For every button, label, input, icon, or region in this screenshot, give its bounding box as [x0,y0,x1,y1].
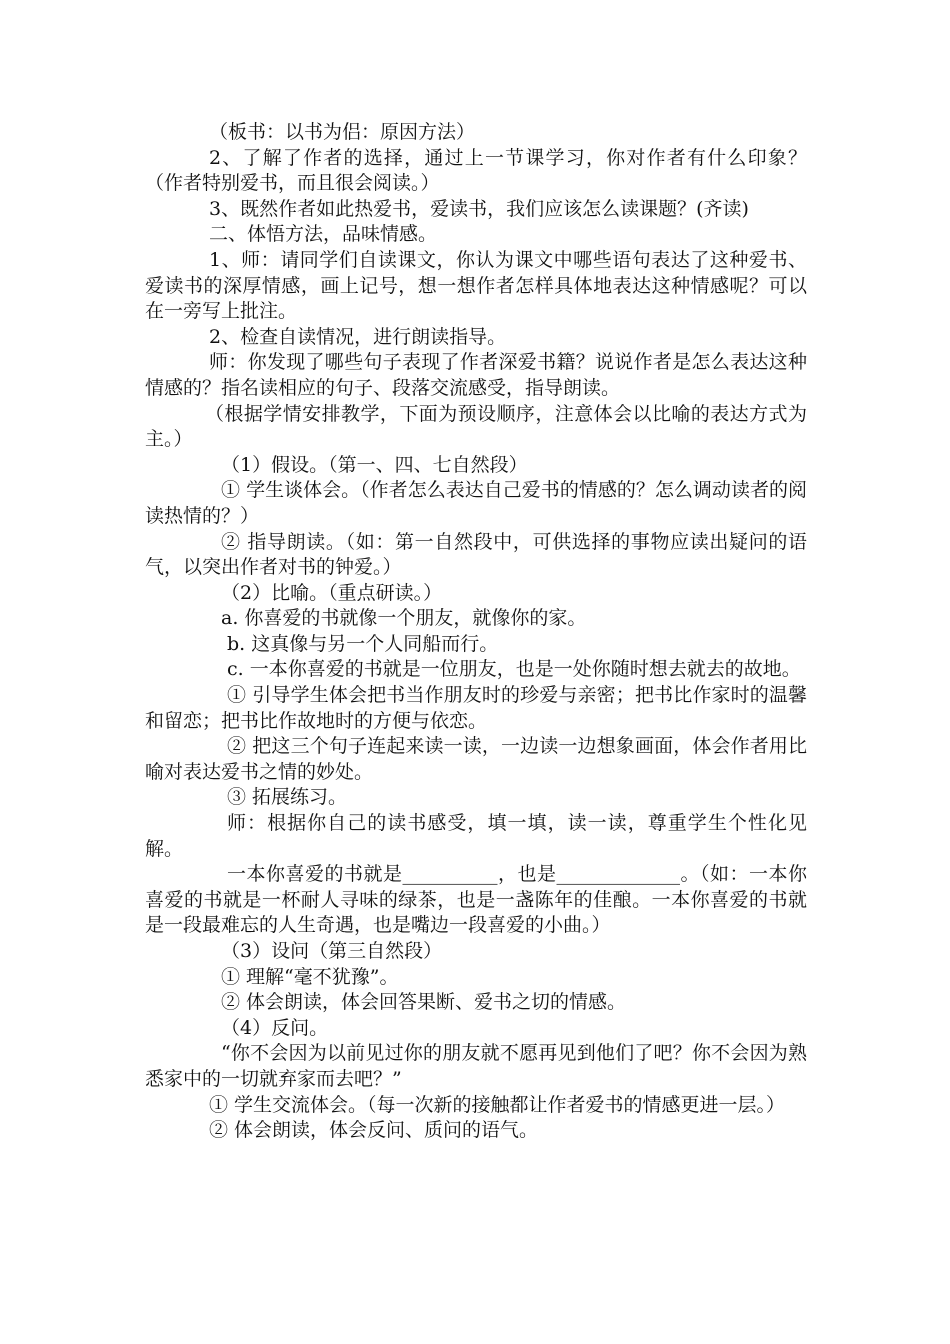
item-guide-reading: ② 指导朗读。（如：第一自然段中，可供选择的事物应读出疑问的语气，以突出作者对书的钟爱。） [145,530,807,579]
item-guide-understanding: ① 引导学生体会把书当作朋友时的珍爱与亲密；把书比作家时的温馨和留恋；把书比作故地时的方便与依恋。 [145,684,807,732]
item-experience-reading: ② 体会朗读，体会回答果断、爱书之切的情感。 [221,991,627,1014]
section-heading-two: 二、体悟方法，品味情感。 [209,223,438,246]
document-page [145,120,807,1144]
subheading-counter-question: （4）反问。 [221,1016,329,1039]
paragraph-author-impression: 2、了解了作者的选择，通过上一节课学习，你对作者有什么印象？（作者特别爱书，而且很会阅读。） [145,146,807,195]
subheading-rhetorical-question: （3）设问（第三自然段） [221,940,443,962]
paragraph-teaching-note: （根据学情安排教学，下面为预设顺序，注意体会以比喻的表达方式为主。） [145,402,807,451]
sentence-a: a. 你喜爱的书就像一个朋友，就像你的家。 [221,607,587,630]
subheading-hypothesis: （1）假设。（第一、四、七自然段） [221,453,528,476]
sentence-b: b. 这真像与另一个人同船而行。 [227,632,499,655]
item-counter-question-tone: ② 体会朗读，体会反问、质问的语气。 [209,1119,539,1142]
paragraph-teacher-question: 师：你发现了哪些句子表现了作者深爱书籍？说说作者是怎么表达这种情感的？指名读相应的句子、段落交流感受，指导朗读。 [145,351,807,399]
paragraph-self-reading: 1、师：请同学们自读课文，你认为课文中哪些语句表达了这种爱书、爱读书的深厚情感，画上记号，想一想作者怎样具体地表达这种情感呢？可以在一旁写上批注。 [145,248,807,323]
paragraph-fill-in-example: 一本你喜爱的书就是__________，也是_____________。（如：一本你喜爱的书就是一杯耐人寻味的绿茶，也是一盏陈年的佳酿。一本你喜爱的书就是一段最难忘的人生奇遇，也是嘴边一段喜爱的小曲。） [145,863,807,937]
board-note: （板书：以书为侣：原因方法） [209,121,476,143]
item-understand-phrase: ① 理解“毫不犹豫”。 [221,965,399,988]
paragraph-read-title: 3、既然作者如此热爱书，爱读书，我们应该怎么读课题？(齐读) [209,197,749,220]
item-extension-exercise: ③ 拓展练习。 [227,786,348,809]
item-students-share: ① 学生谈体会。（作者怎么表达自己爱书的情感的？怎么调动读者的阅读热情的？） [145,479,807,527]
paragraph-fill-in-instruction: 师：根据你自己的读书感受，填一填，读一读，尊重学生个性化见解。 [145,812,807,860]
quote-counter-question: “你不会因为以前见过你的朋友就不愿再见到他们了吧？你不会因为熟悉家中的一切就弃家而去吧？” [145,1042,807,1090]
paragraph-check-reading: 2、检查自读情况，进行朗读指导。 [209,325,507,348]
subheading-metaphor: （2）比喻。（重点研读。） [221,581,443,604]
sentence-c: c. 一本你喜爱的书就是一位朋友，也是一处你随时想去就去的故地。 [227,658,801,681]
item-read-together: ② 把这三个句子连起来读一读，一边读一边想象画面，体会作者用比喻对表达爱书之情的妙处。 [145,735,807,783]
item-student-exchange: ① 学生交流体会。（每一次新的接触都让作者爱书的情感更进一层。） [209,1093,786,1116]
